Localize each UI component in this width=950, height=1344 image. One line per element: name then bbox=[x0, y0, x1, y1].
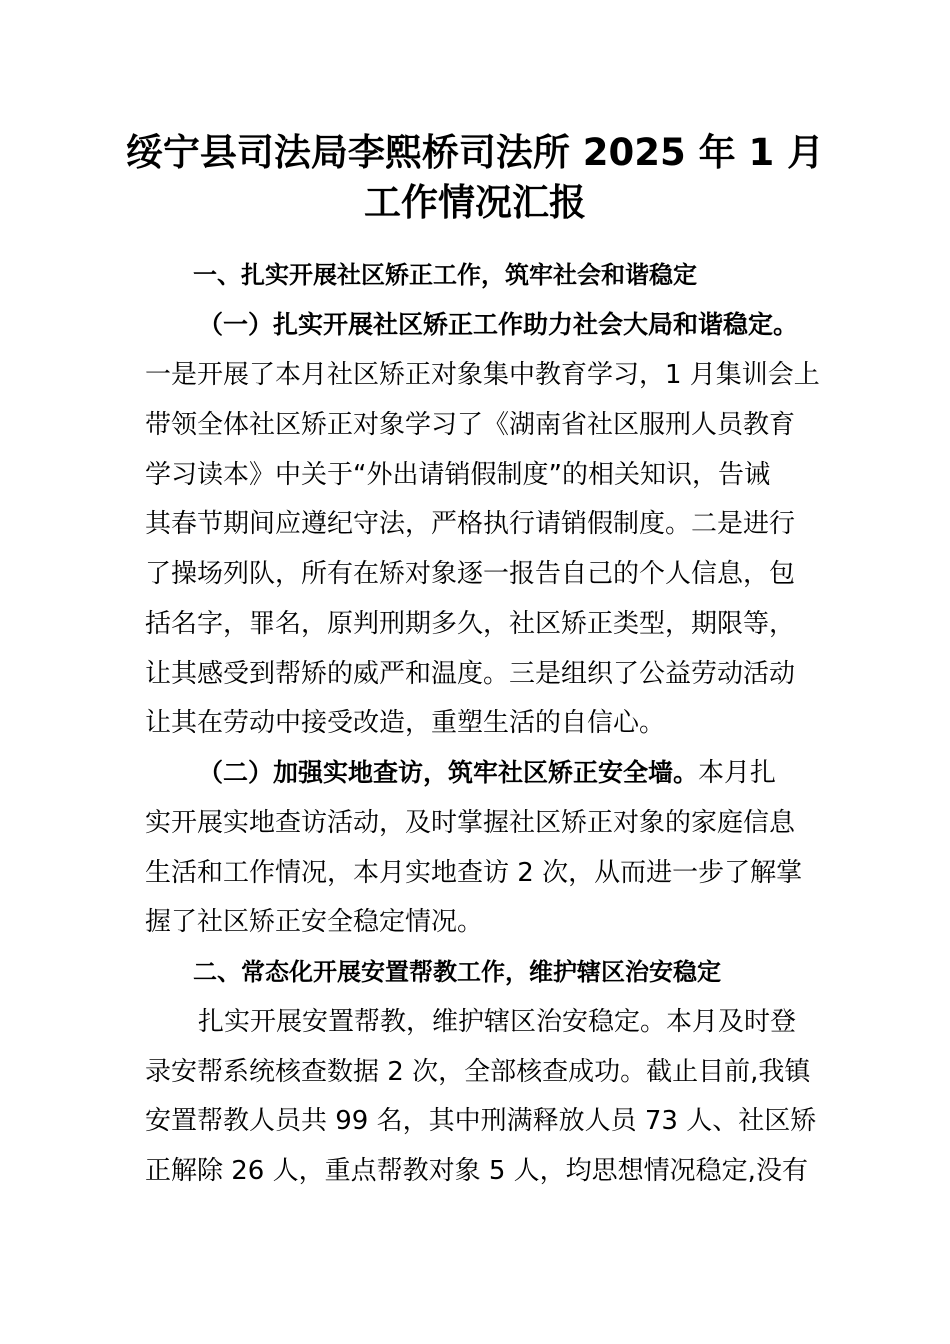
paragraph-line: 一是开展了本月社区矫正对象集中教育学习，1 月集训会上 bbox=[145, 360, 820, 390]
section-1-heading: 一、扎实开展社区矫正工作，筑牢社会和谐稳定 bbox=[193, 261, 697, 289]
paragraph-line: 安置帮教人员共 99 名，其中刑满释放人员 73 人、社区矫 bbox=[145, 1106, 817, 1136]
paragraph-line: 了操场列队，所有在矫对象逐一报告自己的个人信息，包 bbox=[145, 559, 796, 589]
section-2-first-line: 扎实开展安置帮教，维护辖区治安稳定。本月及时登 bbox=[198, 1007, 797, 1037]
paragraph-line: 让其在劳动中接受改造，重塑生活的自信心。 bbox=[145, 708, 666, 738]
section-1-sub-1-heading: （一）扎实开展社区矫正工作助力社会大局和谐稳定。 bbox=[198, 310, 799, 339]
paragraph-line: 录安帮系统核查数据 2 次，全部核查成功。截止目前,我镇 bbox=[145, 1057, 811, 1087]
paragraph-line: 实开展实地查访活动，及时掌握社区矫正对象的家庭信息 bbox=[145, 808, 796, 838]
section-1-sub-2-text: 本月扎 bbox=[698, 758, 777, 788]
paragraph-line: 带领全体社区矫正对象学习了《湖南省社区服刑人员教育 bbox=[145, 410, 796, 440]
section-1-sub-2-first-line bbox=[198, 756, 776, 790]
paragraph-line: 让其感受到帮矫的威严和温度。三是组织了公益劳动活动 bbox=[145, 659, 796, 689]
section-2-heading: 二、常态化开展安置帮教工作，维护辖区治安稳定 bbox=[193, 958, 721, 986]
paragraph-line: 正解除 26 人，重点帮教对象 5 人，均思想情况稳定,没有 bbox=[145, 1156, 808, 1186]
document-title-line-2: 工作情况汇报 bbox=[364, 181, 586, 224]
paragraph-line: 括名字，罪名，原判刑期多久，社区矫正类型，期限等， bbox=[145, 609, 796, 639]
paragraph-line: 学习读本》中关于“外出请销假制度”的相关知识，告诫 bbox=[145, 460, 770, 490]
paragraph-line: 生活和工作情况，本月实地查访 2 次，从而进一步了解掌 bbox=[145, 858, 803, 888]
paragraph-line: 其春节期间应遵纪守法，严格执行请销假制度。二是进行 bbox=[145, 509, 796, 539]
document-title-line-1: 绥宁县司法局李熙桥司法所 2025 年 1 月 bbox=[125, 131, 825, 174]
paragraph-line: 握了社区矫正安全稳定情况。 bbox=[145, 907, 484, 937]
section-1-sub-2-heading: （二）加强实地查访，筑牢社区矫正安全墙。 bbox=[198, 758, 699, 787]
